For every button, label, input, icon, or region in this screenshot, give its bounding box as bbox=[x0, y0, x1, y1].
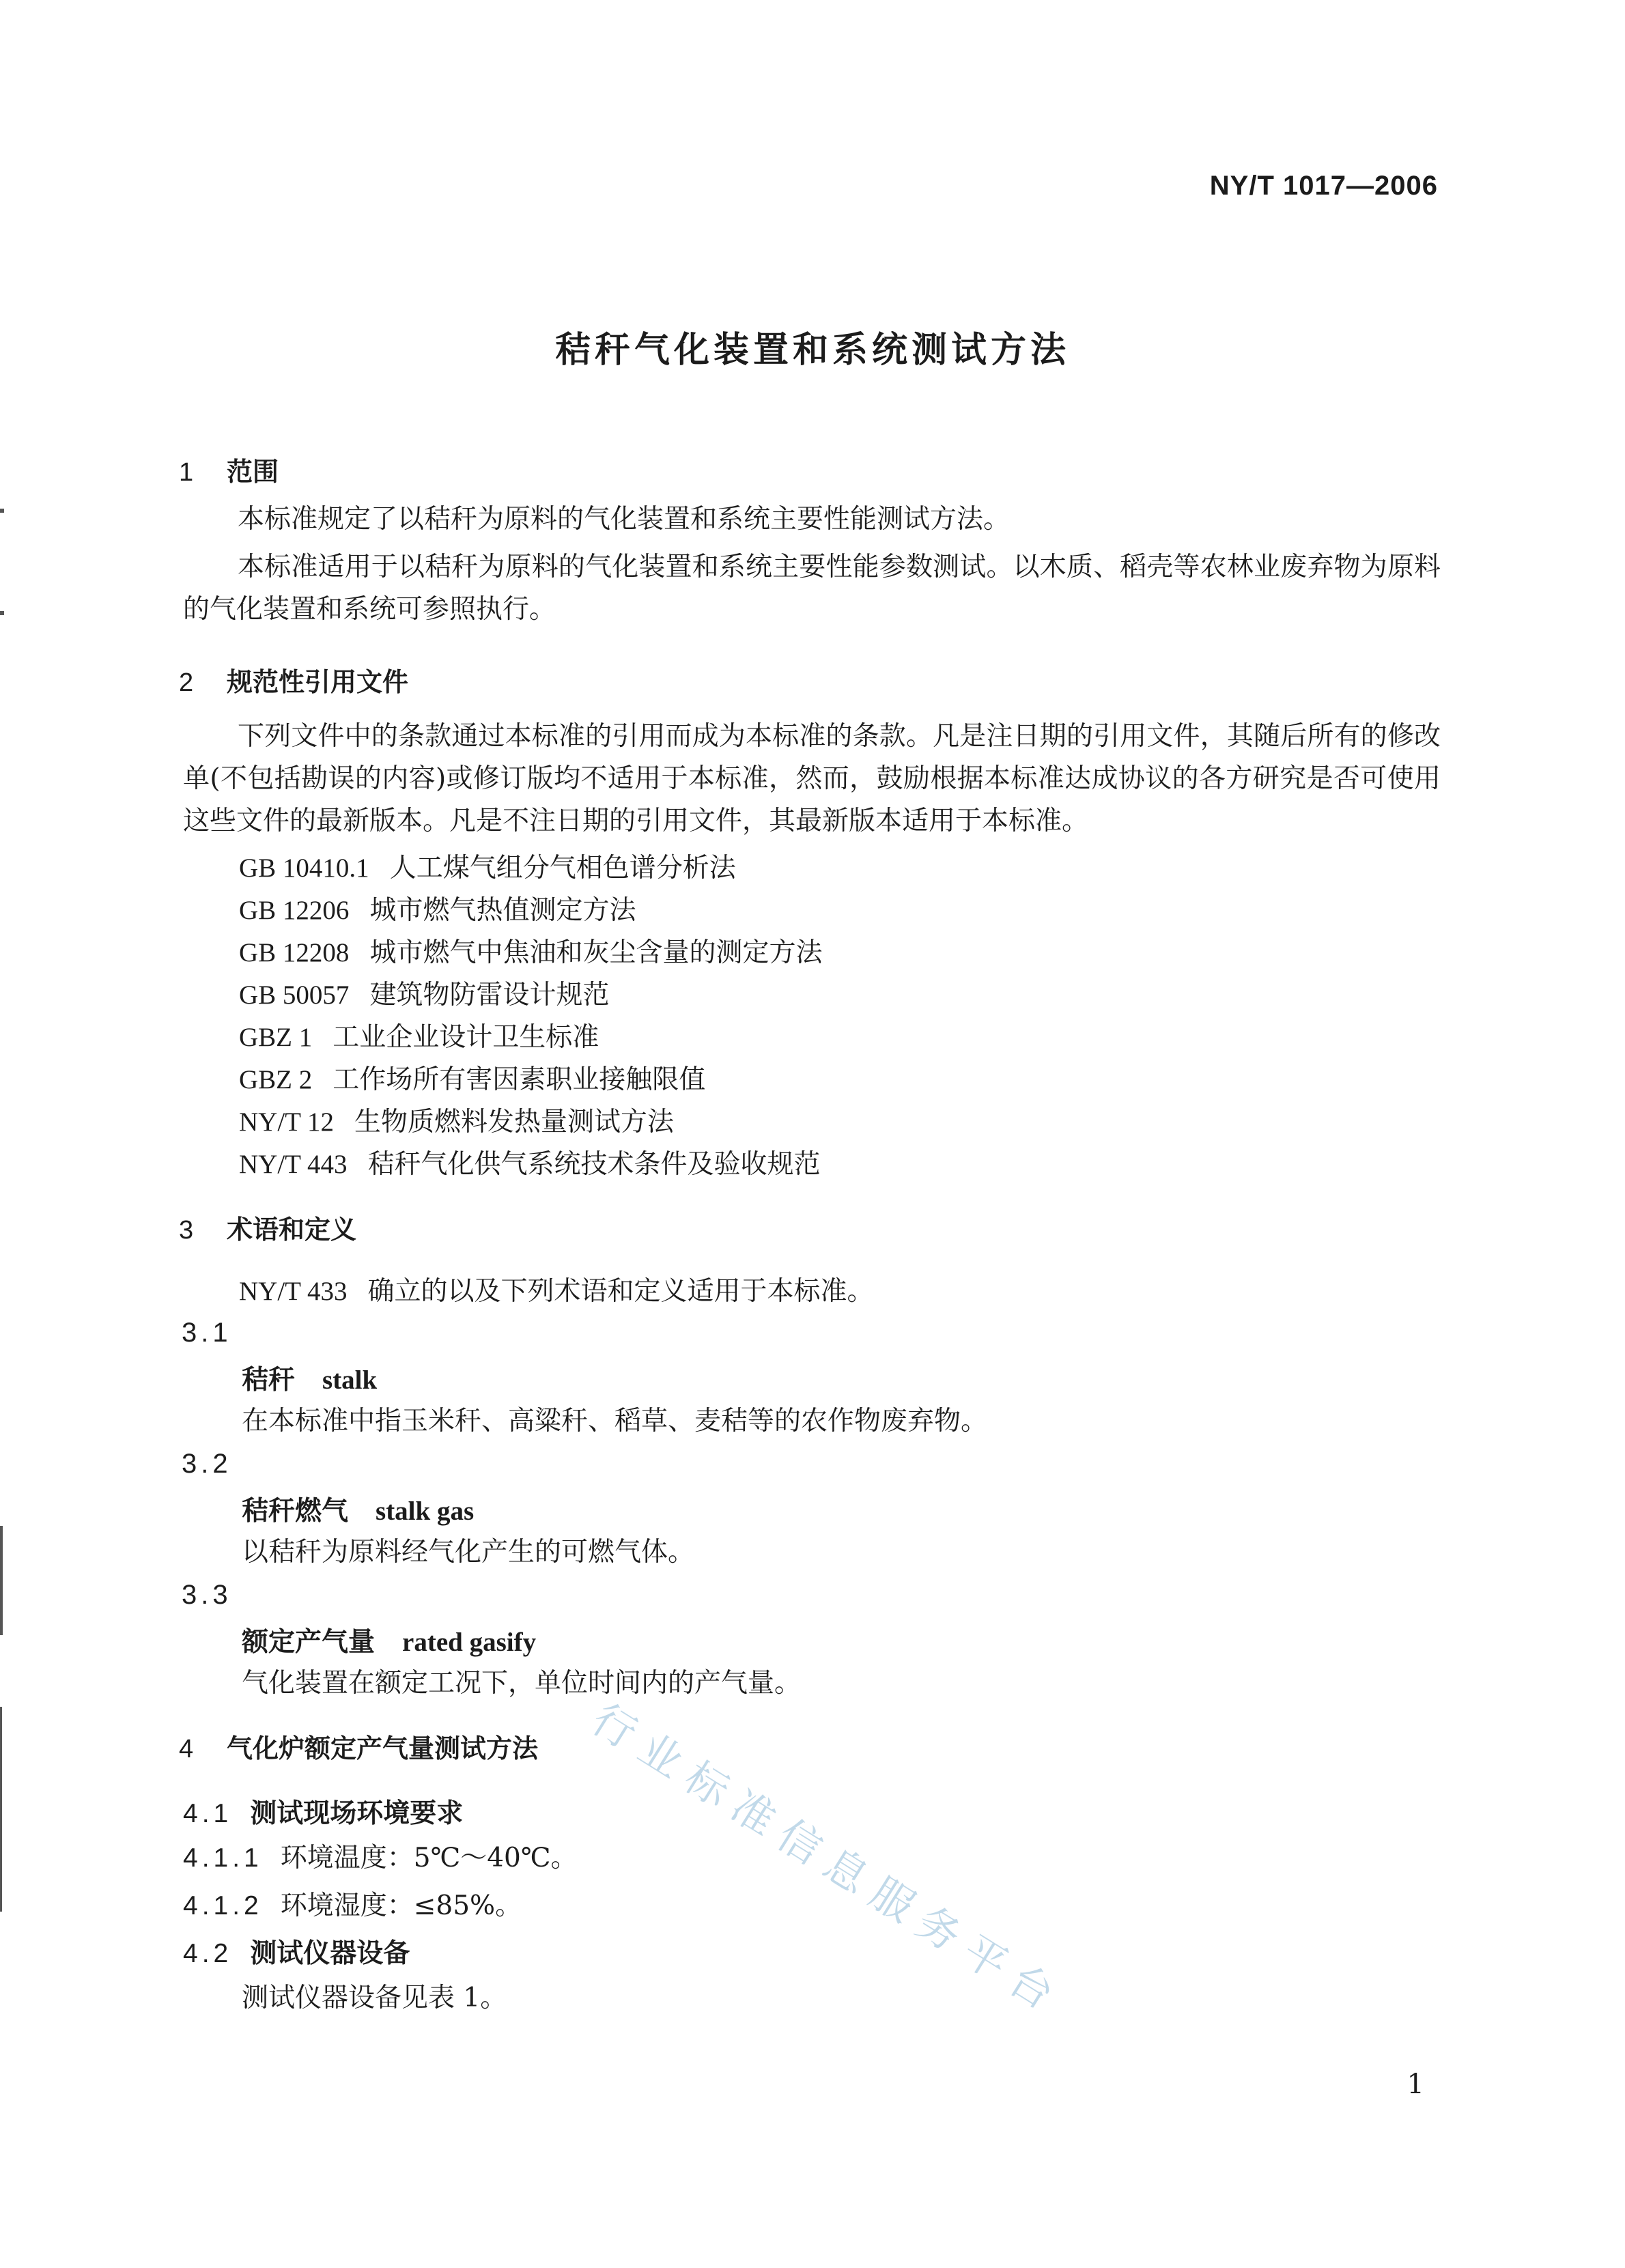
subsection-number: 4.1 bbox=[183, 1799, 233, 1828]
section-number: 2 bbox=[179, 668, 194, 697]
term-zh: 秸秆 bbox=[242, 1365, 296, 1395]
reference-code: GB 12206 bbox=[239, 896, 350, 925]
standard-number: NY/T 1017—2006 bbox=[1209, 171, 1438, 201]
reference-code: GBZ 2 bbox=[239, 1065, 313, 1094]
reference-title: 建筑物防雷设计规范 bbox=[369, 980, 610, 1010]
term-entry bbox=[242, 1359, 377, 1397]
section-heading bbox=[179, 451, 279, 488]
term-en: stalk gas bbox=[376, 1497, 475, 1526]
reference-code: NY/T 12 bbox=[239, 1107, 335, 1137]
section-number: 1 bbox=[179, 458, 194, 487]
watermark: 行业标准信息服务平台 bbox=[583, 1694, 1073, 2026]
reference-code: GB 10410.1 bbox=[239, 853, 369, 883]
section-heading bbox=[179, 1208, 356, 1246]
clause-item bbox=[183, 1837, 577, 1875]
section-title: 规范性引用文件 bbox=[227, 667, 409, 697]
subsection-title: 测试仪器设备 bbox=[250, 1938, 410, 1969]
paragraph: 本标准规定了以秸秆为原料的气化装置和系统主要性能测试方法。 bbox=[238, 504, 1011, 535]
term-entry bbox=[242, 1621, 536, 1659]
page-title: 秸秆气化装置和系统测试方法 bbox=[554, 330, 1070, 371]
term-definition: 在本标准中指玉米秆、高粱秆、稻草、麦秸等的农作物废弃物。 bbox=[242, 1406, 988, 1436]
reference-item bbox=[239, 847, 736, 885]
clause-number: 4.1.2 bbox=[183, 1891, 263, 1920]
clause-item bbox=[183, 1884, 522, 1923]
scan-mark bbox=[0, 509, 4, 513]
reference-item bbox=[239, 1016, 599, 1054]
term-definition: 气化装置在额定工况下，单位时间内的产气量。 bbox=[242, 1668, 802, 1699]
term-en: stalk bbox=[322, 1365, 378, 1395]
reference-title: 工业企业设计卫生标准 bbox=[333, 1022, 599, 1053]
reference-title: 生物质燃料发热量测试方法 bbox=[354, 1107, 675, 1137]
reference-item bbox=[239, 974, 609, 1012]
section-number: 4 bbox=[179, 1735, 194, 1763]
terms-intro-text: 确立的以及下列术语和定义适用于本标准。 bbox=[367, 1276, 874, 1307]
page-number: 1 bbox=[1407, 2069, 1424, 2100]
reference-item bbox=[239, 889, 636, 927]
terms-intro bbox=[239, 1270, 874, 1308]
reference-title: 城市燃气中焦油和灰尘含量的测定方法 bbox=[369, 937, 823, 968]
reference-title: 人工煤气组分气相色谱分析法 bbox=[389, 853, 736, 883]
section-heading bbox=[179, 661, 408, 698]
paragraph: 下列文件中的条款通过本标准的引用而成为本标准的条款。凡是注日期的引用文件，其随后所有的修改单(不包括勘误的内容)或修订版均不适用于本标准，然而，鼓励根据本标准达成协议的各方研究是否可使用这些文件的最新版本。凡是不注日期的引用文件，其最新版本适用于本标准。 bbox=[183, 721, 1441, 836]
paragraph: 本标准适用于以秸秆为原料的气化装置和系统主要性能参数测试。以木质、稻壳等农林业废弃物为原料的气化装置和系统可参照执行。 bbox=[183, 552, 1441, 625]
section-title: 气化炉额定产气量测试方法 bbox=[227, 1733, 539, 1763]
term-zh: 额定产气量 bbox=[242, 1627, 376, 1658]
reference-item bbox=[239, 1058, 705, 1096]
clause-number: 3.1 bbox=[182, 1318, 232, 1348]
clause-number: 3.2 bbox=[182, 1449, 232, 1479]
scan-mark bbox=[0, 1707, 2, 1912]
term-zh: 秸秆燃气 bbox=[242, 1496, 349, 1527]
reference-code: NY/T 433 bbox=[239, 1277, 348, 1306]
clause-number: 3.3 bbox=[182, 1580, 232, 1610]
subsection-heading bbox=[183, 1792, 463, 1830]
reference-item bbox=[239, 1101, 674, 1139]
section-heading bbox=[179, 1727, 538, 1765]
subsection-title: 测试现场环境要求 bbox=[250, 1798, 464, 1829]
clause-text: 环境温度：5℃～40℃。 bbox=[280, 1843, 578, 1873]
reference-code: GB 50057 bbox=[239, 980, 350, 1010]
reference-title: 城市燃气热值测定方法 bbox=[369, 895, 636, 926]
reference-code: GBZ 1 bbox=[239, 1023, 313, 1052]
section-title: 范围 bbox=[227, 457, 279, 487]
section-number: 3 bbox=[179, 1216, 194, 1245]
section-title: 术语和定义 bbox=[227, 1215, 357, 1245]
term-definition: 以秸秆为原料经气化产生的可燃气体。 bbox=[242, 1537, 695, 1568]
subsection-number: 4.2 bbox=[183, 1939, 233, 1968]
scan-mark bbox=[0, 1526, 3, 1635]
reference-code: GB 12208 bbox=[239, 938, 350, 967]
clause-text: 环境湿度：≤85%。 bbox=[280, 1890, 522, 1921]
reference-title: 工作场所有害因素职业接触限值 bbox=[333, 1064, 706, 1095]
subsection-heading bbox=[183, 1932, 410, 1970]
reference-item bbox=[239, 1143, 821, 1181]
term-en: rated gasify bbox=[402, 1628, 537, 1657]
term-entry bbox=[242, 1490, 474, 1528]
reference-item bbox=[239, 931, 822, 969]
scan-mark bbox=[0, 611, 4, 615]
clause-number: 4.1.1 bbox=[183, 1843, 263, 1873]
reference-title: 秸秆气化供气系统技术条件及验收规范 bbox=[367, 1149, 821, 1180]
reference-code: NY/T 443 bbox=[239, 1150, 348, 1179]
clause-text: 测试仪器设备见表 1。 bbox=[242, 1983, 507, 2013]
